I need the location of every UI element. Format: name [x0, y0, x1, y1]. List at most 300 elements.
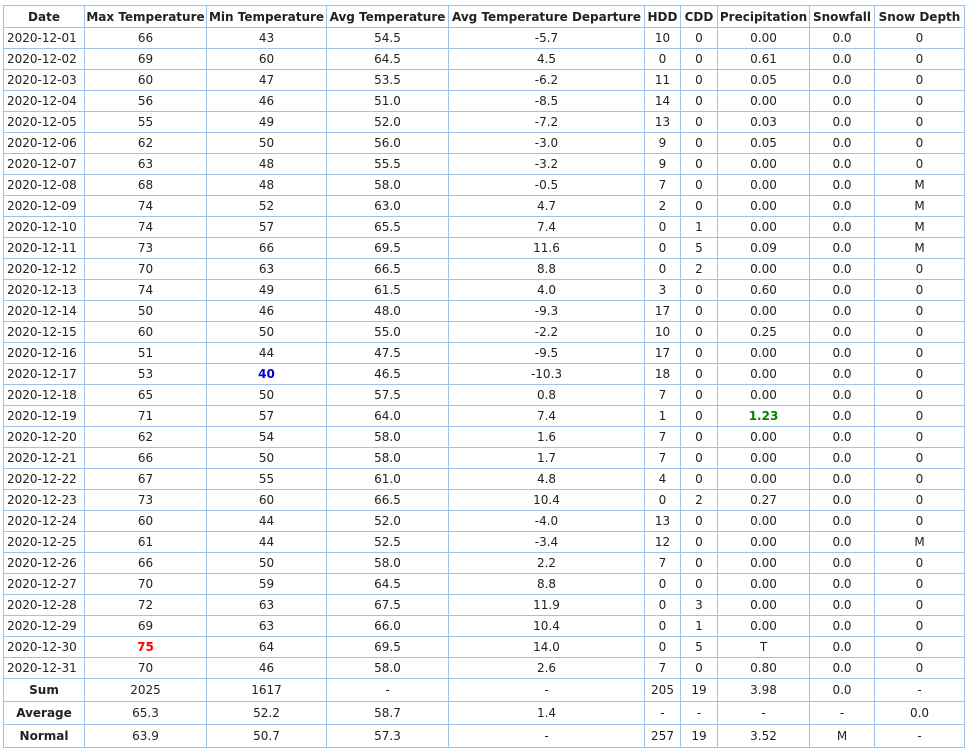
data-cell: 53	[85, 364, 207, 385]
data-cell: 0.09	[718, 238, 810, 259]
data-cell: 50	[85, 301, 207, 322]
date-cell: 2020-12-20	[4, 427, 85, 448]
data-cell: 0.0	[810, 448, 875, 469]
data-cell: M	[875, 196, 965, 217]
data-cell: 8.8	[449, 259, 645, 280]
data-cell: 69.5	[327, 238, 449, 259]
data-cell: 10.4	[449, 616, 645, 637]
summary-cell: 52.2	[207, 702, 327, 725]
data-cell: 0	[681, 448, 718, 469]
data-cell: 0	[875, 70, 965, 91]
column-header: Avg Temperature	[327, 6, 449, 28]
data-cell: 17	[645, 343, 681, 364]
data-cell: 0	[681, 280, 718, 301]
data-cell: 0	[875, 91, 965, 112]
data-cell: 0.0	[810, 322, 875, 343]
data-cell: 58.0	[327, 553, 449, 574]
data-cell: 0	[645, 49, 681, 70]
data-cell: 4	[645, 469, 681, 490]
data-cell: 0	[681, 658, 718, 679]
date-cell: 2020-12-22	[4, 469, 85, 490]
data-cell: 0.0	[810, 280, 875, 301]
date-cell: 2020-12-03	[4, 70, 85, 91]
data-cell: 9	[645, 154, 681, 175]
data-cell: 14	[645, 91, 681, 112]
data-cell: 2	[681, 490, 718, 511]
data-cell: 0.05	[718, 70, 810, 91]
table-row	[4, 322, 965, 343]
data-cell: 1.23	[718, 406, 810, 427]
table-row	[4, 217, 965, 238]
data-cell: 0	[875, 637, 965, 658]
data-cell: 4.8	[449, 469, 645, 490]
data-cell: 0.0	[810, 28, 875, 49]
data-cell: 48	[207, 154, 327, 175]
column-header: CDD	[681, 6, 718, 28]
data-cell: 66	[85, 448, 207, 469]
data-cell: 0	[875, 616, 965, 637]
data-cell: 0	[645, 637, 681, 658]
data-cell: 67	[85, 469, 207, 490]
data-cell: 50	[207, 385, 327, 406]
data-cell: 0	[875, 385, 965, 406]
data-cell: 4.5	[449, 49, 645, 70]
table-row	[4, 658, 965, 679]
table-row	[4, 91, 965, 112]
table-row	[4, 133, 965, 154]
data-cell: -10.3	[449, 364, 645, 385]
data-cell: 60	[85, 511, 207, 532]
data-cell: 72	[85, 595, 207, 616]
data-cell: 0	[681, 553, 718, 574]
date-cell: 2020-12-30	[4, 637, 85, 658]
data-cell: 0	[875, 469, 965, 490]
table-row	[4, 469, 965, 490]
data-cell: 10	[645, 28, 681, 49]
date-cell: 2020-12-24	[4, 511, 85, 532]
data-cell: 0	[875, 280, 965, 301]
data-cell: 47	[207, 70, 327, 91]
table-row	[4, 532, 965, 553]
data-cell: 58.0	[327, 658, 449, 679]
data-cell: 50	[207, 133, 327, 154]
summary-cell: 57.3	[327, 725, 449, 748]
date-cell: 2020-12-17	[4, 364, 85, 385]
data-cell: 67.5	[327, 595, 449, 616]
data-cell: 51.0	[327, 91, 449, 112]
summary-cell: 58.7	[327, 702, 449, 725]
data-cell: 0	[681, 532, 718, 553]
data-cell: 69	[85, 616, 207, 637]
data-cell: 64	[207, 637, 327, 658]
summary-label: Sum	[4, 679, 85, 702]
data-cell: 18	[645, 364, 681, 385]
data-cell: 0.8	[449, 385, 645, 406]
data-cell: 0	[681, 133, 718, 154]
date-cell: 2020-12-27	[4, 574, 85, 595]
table-row	[4, 595, 965, 616]
data-cell: 0	[681, 364, 718, 385]
table-row	[4, 112, 965, 133]
data-cell: 3	[645, 280, 681, 301]
date-cell: 2020-12-06	[4, 133, 85, 154]
data-cell: -4.0	[449, 511, 645, 532]
data-cell: 74	[85, 217, 207, 238]
data-cell: 7	[645, 448, 681, 469]
date-cell: 2020-12-12	[4, 259, 85, 280]
summary-cell: 0.0	[810, 679, 875, 702]
data-cell: 12	[645, 532, 681, 553]
data-cell: 70	[85, 574, 207, 595]
data-cell: 52	[207, 196, 327, 217]
summary-cell: -	[810, 702, 875, 725]
data-cell: 0	[875, 490, 965, 511]
data-cell: 0	[645, 217, 681, 238]
data-cell: 0.00	[718, 175, 810, 196]
data-cell: 63	[85, 154, 207, 175]
climate-data-table	[3, 5, 965, 748]
date-cell: 2020-12-26	[4, 553, 85, 574]
date-cell: 2020-12-18	[4, 385, 85, 406]
table-row	[4, 343, 965, 364]
data-cell: 60	[207, 490, 327, 511]
data-cell: 58.0	[327, 427, 449, 448]
data-cell: 65	[85, 385, 207, 406]
table-row	[4, 490, 965, 511]
summary-cell: -	[327, 679, 449, 702]
summary-cell: -	[449, 725, 645, 748]
summary-label: Average	[4, 702, 85, 725]
summary-cell: -	[681, 702, 718, 725]
date-cell: 2020-12-10	[4, 217, 85, 238]
data-cell: 0.0	[810, 238, 875, 259]
data-cell: 55	[85, 112, 207, 133]
column-header: Avg Temperature Departure	[449, 6, 645, 28]
date-cell: 2020-12-01	[4, 28, 85, 49]
data-cell: 0	[645, 238, 681, 259]
data-cell: 0.0	[810, 511, 875, 532]
data-cell: 62	[85, 133, 207, 154]
data-cell: 7.4	[449, 217, 645, 238]
date-cell: 2020-12-14	[4, 301, 85, 322]
data-cell: 0	[875, 259, 965, 280]
data-cell: M	[875, 217, 965, 238]
table-body	[4, 28, 965, 679]
data-cell: 55.0	[327, 322, 449, 343]
data-cell: 66.5	[327, 259, 449, 280]
data-cell: 0.25	[718, 322, 810, 343]
data-cell: 0.0	[810, 532, 875, 553]
date-cell: 2020-12-16	[4, 343, 85, 364]
data-cell: 10.4	[449, 490, 645, 511]
data-cell: 0	[681, 301, 718, 322]
data-cell: 63.0	[327, 196, 449, 217]
data-cell: 40	[207, 364, 327, 385]
data-cell: 56.0	[327, 133, 449, 154]
data-cell: 0	[681, 91, 718, 112]
table-row	[4, 553, 965, 574]
column-header: Snowfall	[810, 6, 875, 28]
data-cell: 46	[207, 301, 327, 322]
data-cell: -0.5	[449, 175, 645, 196]
data-cell: -9.5	[449, 343, 645, 364]
date-cell: 2020-12-19	[4, 406, 85, 427]
data-cell: 0	[875, 49, 965, 70]
table-row	[4, 28, 965, 49]
data-cell: 0	[875, 322, 965, 343]
table-row	[4, 406, 965, 427]
data-cell: 61.5	[327, 280, 449, 301]
data-cell: 0.0	[810, 175, 875, 196]
summary-row	[4, 702, 965, 725]
data-cell: 0.0	[810, 364, 875, 385]
data-cell: 68	[85, 175, 207, 196]
data-cell: 50	[207, 448, 327, 469]
column-header: HDD	[645, 6, 681, 28]
data-cell: 8.8	[449, 574, 645, 595]
data-cell: 2.6	[449, 658, 645, 679]
data-cell: 0	[875, 406, 965, 427]
data-cell: 0	[875, 448, 965, 469]
data-cell: 63	[207, 595, 327, 616]
table-row	[4, 448, 965, 469]
data-cell: 0.05	[718, 133, 810, 154]
summary-cell: 50.7	[207, 725, 327, 748]
date-cell: 2020-12-13	[4, 280, 85, 301]
summary-cell: 1.4	[449, 702, 645, 725]
date-cell: 2020-12-31	[4, 658, 85, 679]
data-cell: 0	[681, 322, 718, 343]
summary-row	[4, 679, 965, 702]
data-cell: 75	[85, 637, 207, 658]
summary-cell: -	[645, 702, 681, 725]
data-cell: 0.0	[810, 490, 875, 511]
data-cell: 0	[681, 112, 718, 133]
data-cell: 3	[681, 595, 718, 616]
data-cell: 2.2	[449, 553, 645, 574]
date-cell: 2020-12-23	[4, 490, 85, 511]
data-cell: 1	[681, 616, 718, 637]
data-cell: 0.00	[718, 91, 810, 112]
data-cell: -3.2	[449, 154, 645, 175]
data-cell: 0.00	[718, 364, 810, 385]
data-cell: 56	[85, 91, 207, 112]
data-cell: 0	[681, 343, 718, 364]
data-cell: 0	[875, 154, 965, 175]
data-cell: 0.03	[718, 112, 810, 133]
data-cell: 0.0	[810, 196, 875, 217]
data-cell: 66	[207, 238, 327, 259]
table-row	[4, 49, 965, 70]
summary-cell: M	[810, 725, 875, 748]
data-cell: 58.0	[327, 448, 449, 469]
summary-cell: 257	[645, 725, 681, 748]
data-cell: 61.0	[327, 469, 449, 490]
data-cell: -7.2	[449, 112, 645, 133]
data-cell: 0.0	[810, 91, 875, 112]
data-cell: 0	[875, 574, 965, 595]
data-cell: 0	[645, 574, 681, 595]
data-cell: 0	[645, 259, 681, 280]
summary-cell: -	[718, 702, 810, 725]
column-header: Max Temperature	[85, 6, 207, 28]
data-cell: 70	[85, 658, 207, 679]
data-cell: 0.00	[718, 301, 810, 322]
date-cell: 2020-12-25	[4, 532, 85, 553]
data-cell: 0	[681, 196, 718, 217]
header-row	[4, 6, 965, 28]
data-cell: 46.5	[327, 364, 449, 385]
date-cell: 2020-12-15	[4, 322, 85, 343]
table-row	[4, 616, 965, 637]
data-cell: 9	[645, 133, 681, 154]
data-cell: 0.00	[718, 343, 810, 364]
summary-cell: 65.3	[85, 702, 207, 725]
data-cell: 0.00	[718, 511, 810, 532]
data-cell: 48	[207, 175, 327, 196]
data-cell: 0.0	[810, 637, 875, 658]
data-cell: 0.0	[810, 154, 875, 175]
data-cell: T	[718, 637, 810, 658]
data-cell: -3.0	[449, 133, 645, 154]
data-cell: 71	[85, 406, 207, 427]
data-cell: 57	[207, 217, 327, 238]
date-cell: 2020-12-04	[4, 91, 85, 112]
table-summary	[4, 679, 965, 748]
data-cell: 49	[207, 280, 327, 301]
data-cell: 66	[85, 553, 207, 574]
data-cell: 0.0	[810, 133, 875, 154]
data-cell: 5	[681, 637, 718, 658]
table-row	[4, 154, 965, 175]
data-cell: 1	[681, 217, 718, 238]
date-cell: 2020-12-08	[4, 175, 85, 196]
data-cell: 7	[645, 658, 681, 679]
column-header: Precipitation	[718, 6, 810, 28]
data-cell: 0.00	[718, 217, 810, 238]
data-cell: 0	[681, 574, 718, 595]
data-cell: 52.5	[327, 532, 449, 553]
data-cell: 47.5	[327, 343, 449, 364]
data-cell: 0	[681, 427, 718, 448]
date-cell: 2020-12-09	[4, 196, 85, 217]
data-cell: 7	[645, 553, 681, 574]
data-cell: 0.0	[810, 49, 875, 70]
data-cell: 50	[207, 322, 327, 343]
data-cell: 0.60	[718, 280, 810, 301]
data-cell: 48.0	[327, 301, 449, 322]
data-cell: 74	[85, 196, 207, 217]
summary-cell: 19	[681, 679, 718, 702]
data-cell: 0.00	[718, 469, 810, 490]
data-cell: M	[875, 532, 965, 553]
data-cell: 0	[681, 469, 718, 490]
data-cell: 62	[85, 427, 207, 448]
data-cell: 0	[681, 154, 718, 175]
data-cell: 7.4	[449, 406, 645, 427]
data-cell: 1.7	[449, 448, 645, 469]
data-cell: 0.0	[810, 427, 875, 448]
data-cell: 0.0	[810, 616, 875, 637]
data-cell: 55.5	[327, 154, 449, 175]
data-cell: 55	[207, 469, 327, 490]
table-row	[4, 259, 965, 280]
date-cell: 2020-12-28	[4, 595, 85, 616]
data-cell: 44	[207, 511, 327, 532]
data-cell: 0	[875, 658, 965, 679]
data-cell: 11.6	[449, 238, 645, 259]
data-cell: 0	[875, 343, 965, 364]
table-row	[4, 427, 965, 448]
data-cell: 10	[645, 322, 681, 343]
data-cell: 0	[681, 70, 718, 91]
data-cell: 65.5	[327, 217, 449, 238]
data-cell: 61	[85, 532, 207, 553]
data-cell: 0.00	[718, 532, 810, 553]
data-cell: 66.0	[327, 616, 449, 637]
date-cell: 2020-12-02	[4, 49, 85, 70]
data-cell: 74	[85, 280, 207, 301]
data-cell: 0	[875, 364, 965, 385]
data-cell: 0	[645, 490, 681, 511]
data-cell: 54.5	[327, 28, 449, 49]
data-cell: 7	[645, 385, 681, 406]
data-cell: 11.9	[449, 595, 645, 616]
data-cell: 4.0	[449, 280, 645, 301]
data-cell: 44	[207, 343, 327, 364]
data-cell: 54	[207, 427, 327, 448]
data-cell: 52.0	[327, 511, 449, 532]
data-cell: 0.00	[718, 154, 810, 175]
data-cell: 0	[681, 28, 718, 49]
data-cell: 70	[85, 259, 207, 280]
table-row	[4, 574, 965, 595]
data-cell: 57.5	[327, 385, 449, 406]
data-cell: 0	[875, 511, 965, 532]
summary-cell: 1617	[207, 679, 327, 702]
data-cell: 73	[85, 490, 207, 511]
data-cell: 0	[681, 385, 718, 406]
data-cell: 5	[681, 238, 718, 259]
data-cell: 0.80	[718, 658, 810, 679]
data-cell: 4.7	[449, 196, 645, 217]
table-row	[4, 511, 965, 532]
data-cell: 7	[645, 427, 681, 448]
data-cell: 60	[85, 322, 207, 343]
data-cell: 0.0	[810, 574, 875, 595]
table-row	[4, 637, 965, 658]
data-cell: 46	[207, 658, 327, 679]
data-cell: 0.00	[718, 574, 810, 595]
data-cell: 0	[875, 112, 965, 133]
date-cell: 2020-12-21	[4, 448, 85, 469]
summary-cell: -	[449, 679, 645, 702]
data-cell: 0.0	[810, 595, 875, 616]
data-cell: 0.00	[718, 28, 810, 49]
data-cell: -2.2	[449, 322, 645, 343]
data-cell: 0.0	[810, 112, 875, 133]
data-cell: 0.00	[718, 595, 810, 616]
data-cell: M	[875, 175, 965, 196]
data-cell: 0.0	[810, 553, 875, 574]
data-cell: 51	[85, 343, 207, 364]
data-cell: 66.5	[327, 490, 449, 511]
table-row	[4, 301, 965, 322]
table-row	[4, 385, 965, 406]
data-cell: 0	[645, 616, 681, 637]
data-cell: 7	[645, 175, 681, 196]
table-row	[4, 280, 965, 301]
